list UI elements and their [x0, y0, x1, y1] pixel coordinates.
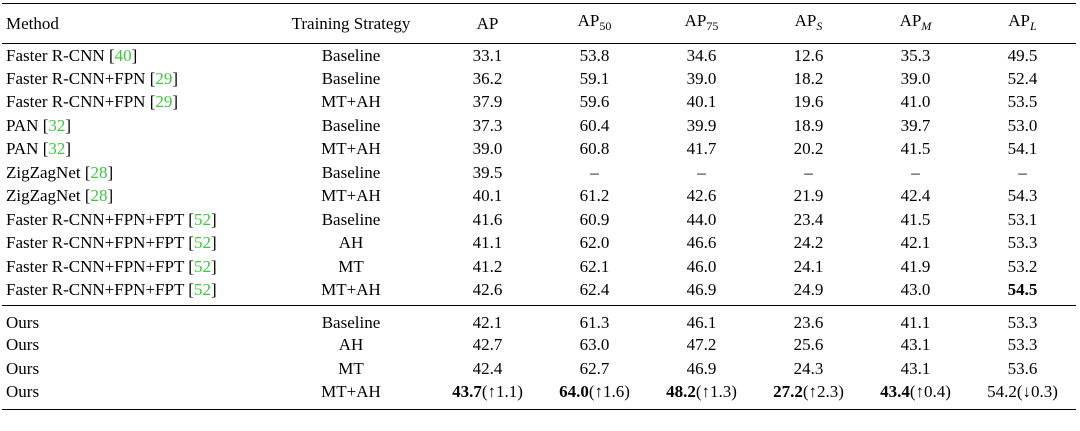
- metric-delta: (↓0.3): [1016, 381, 1058, 401]
- training-strategy-cell: AH: [338, 233, 364, 253]
- header-ap75: $AP_{75}$: [684, 11, 719, 33]
- method-name: Faster R-CNN+FPN+FPT [: [6, 256, 194, 276]
- table-row: [2, 114, 1076, 138]
- table-row: [2, 138, 1076, 162]
- metric-cell-ap50: [541, 279, 648, 306]
- metric-value: 19.6: [793, 92, 824, 112]
- metric-value: –: [1018, 162, 1027, 182]
- metric-value: 41.6: [472, 209, 503, 229]
- citation-link[interactable]: 29: [155, 92, 173, 112]
- metric-value: 54.3: [1007, 186, 1038, 206]
- metric-cell-ap50: [541, 44, 648, 68]
- metric-value: 53.3: [1007, 312, 1038, 332]
- training-strategy-cell: MT+AH: [321, 381, 381, 401]
- training-strategy-cell: Baseline: [321, 45, 381, 65]
- metric-value: 47.2: [686, 335, 717, 355]
- header-apm: $AP_M$: [899, 11, 932, 33]
- training-strategy-cell: MT+AH: [321, 139, 381, 159]
- method-cell: [2, 255, 268, 279]
- header-method: Method: [6, 13, 59, 33]
- metric-cell-ap75: [648, 279, 755, 306]
- metric-value: 41.1: [900, 312, 931, 332]
- metric-value: 61.2: [579, 186, 610, 206]
- header-ap50: $AP_{50}$: [577, 11, 612, 33]
- method-cell: [2, 67, 268, 91]
- metric-value: 42.6: [686, 186, 717, 206]
- metric-cell-apm: [862, 114, 969, 138]
- metric-cell-ap: [434, 305, 541, 334]
- metric-cell-ap: [434, 161, 541, 185]
- metric-cell-aps: [755, 381, 862, 410]
- metric-value: 24.1: [793, 256, 824, 276]
- metric-cell-aps: [755, 161, 862, 185]
- table-row: [2, 161, 1076, 185]
- table-header: [2, 4, 1076, 44]
- metric-cell-ap: [434, 208, 541, 232]
- metric-value: 62.0: [579, 233, 610, 253]
- metric-value: 61.3: [579, 312, 610, 332]
- metric-cell-ap: [434, 232, 541, 256]
- metric-cell-apl: [969, 185, 1076, 209]
- metric-value: 39.0: [900, 68, 931, 88]
- metric-value: 42.1: [900, 233, 931, 253]
- table-row: [2, 232, 1076, 256]
- metric-cell-ap: [434, 255, 541, 279]
- metric-cell-apm: [862, 91, 969, 115]
- metric-cell-ap50: [541, 255, 648, 279]
- metric-value: 53.5: [1007, 92, 1038, 112]
- header-aps: $AP_S$: [794, 11, 823, 33]
- table-row: [2, 357, 1076, 381]
- metric-cell-ap75: [648, 161, 755, 185]
- metric-value: 46.0: [686, 256, 717, 276]
- citation-close: ]: [210, 279, 217, 299]
- training-strategy-cell: MT+AH: [321, 279, 381, 299]
- metric-cell-ap50: [541, 138, 648, 162]
- metric-value: 62.7: [579, 358, 610, 378]
- metric-cell-apm: [862, 138, 969, 162]
- metric-delta: (↑2.3): [802, 381, 844, 401]
- metric-cell-ap: [434, 185, 541, 209]
- metric-cell-aps: [755, 232, 862, 256]
- metric-cell-apl: [969, 255, 1076, 279]
- metric-cell-apm: [862, 208, 969, 232]
- metric-value: 43.4: [880, 381, 910, 401]
- metric-cell-ap75: [648, 232, 755, 256]
- metric-cell-ap75: [648, 138, 755, 162]
- metric-cell-apl: [969, 381, 1076, 410]
- metric-value: 53.2: [1007, 256, 1038, 276]
- metric-value: 39.9: [686, 115, 717, 135]
- citation-close: ]: [172, 68, 179, 88]
- header-ap: AP: [476, 13, 499, 33]
- metric-cell-ap: [434, 381, 541, 410]
- metric-cell-ap: [434, 91, 541, 115]
- citation-link[interactable]: 32: [48, 139, 66, 159]
- metric-cell-aps: [755, 334, 862, 358]
- metric-cell-ap: [434, 279, 541, 306]
- metric-cell-apl: [969, 67, 1076, 91]
- metric-value: 44.0: [686, 209, 717, 229]
- citation-close: ]: [107, 162, 114, 182]
- metric-value: 53.0: [1007, 115, 1038, 135]
- training-strategy-cell: MT+AH: [321, 186, 381, 206]
- metric-value: 18.2: [793, 68, 824, 88]
- metric-cell-aps: [755, 185, 862, 209]
- metric-cell-ap: [434, 334, 541, 358]
- metric-value: 25.6: [793, 335, 824, 355]
- table-row: [2, 208, 1076, 232]
- table-row: [2, 91, 1076, 115]
- metric-cell-ap50: [541, 114, 648, 138]
- metric-value: 42.1: [472, 312, 503, 332]
- metric-delta: (↑0.4): [909, 381, 951, 401]
- metric-value: 40.1: [472, 186, 503, 206]
- method-name: Ours: [6, 358, 40, 378]
- metric-cell-aps: [755, 67, 862, 91]
- method-name: Ours: [6, 335, 40, 355]
- metric-cell-ap: [434, 67, 541, 91]
- metric-delta: (↑1.1): [481, 381, 523, 401]
- metric-value: 46.6: [686, 233, 717, 253]
- method-cell: [2, 185, 268, 209]
- metric-value: 42.4: [472, 358, 503, 378]
- metric-value: 60.9: [579, 209, 610, 229]
- citation-link[interactable]: 52: [193, 209, 211, 229]
- table-row: [2, 334, 1076, 358]
- metric-cell-apm: [862, 232, 969, 256]
- metric-cell-ap75: [648, 334, 755, 358]
- metric-value: 37.3: [472, 115, 503, 135]
- metric-cell-ap50: [541, 67, 648, 91]
- citation-close: ]: [172, 92, 179, 112]
- metric-cell-ap75: [648, 114, 755, 138]
- metric-value: 43.1: [900, 358, 931, 378]
- metric-cell-apm: [862, 44, 969, 68]
- training-strategy-cell: MT+AH: [321, 92, 381, 112]
- metric-value: 46.9: [686, 358, 717, 378]
- citation-link[interactable]: 52: [193, 233, 211, 253]
- metric-cell-aps: [755, 305, 862, 334]
- metric-value: –: [697, 162, 706, 182]
- method-cell: [2, 305, 268, 334]
- table-row: [2, 279, 1076, 306]
- method-cell: [2, 279, 268, 306]
- metric-value: 53.1: [1007, 209, 1038, 229]
- method-name: PAN [: [6, 139, 49, 159]
- citation-close: ]: [131, 45, 138, 65]
- metric-value: 63.0: [579, 335, 610, 355]
- metric-cell-apm: [862, 279, 969, 306]
- metric-value: 53.8: [579, 45, 610, 65]
- metric-value: 64.0: [559, 381, 589, 401]
- metric-cell-apl: [969, 305, 1076, 334]
- method-name: PAN [: [6, 115, 49, 135]
- citation-link[interactable]: 32: [48, 115, 66, 135]
- metric-cell-aps: [755, 208, 862, 232]
- method-name: Faster R-CNN [: [6, 45, 115, 65]
- metric-cell-ap: [434, 357, 541, 381]
- metric-cell-apm: [862, 334, 969, 358]
- citation-link[interactable]: 40: [114, 45, 132, 65]
- metric-value: 46.9: [686, 279, 717, 299]
- metric-value: 37.9: [472, 92, 503, 112]
- training-strategy-cell: Baseline: [321, 115, 381, 135]
- metric-cell-ap50: [541, 208, 648, 232]
- metric-cell-apl: [969, 334, 1076, 358]
- citation-link[interactable]: 29: [155, 68, 173, 88]
- method-name: ZigZagNet [: [6, 162, 91, 182]
- metric-value: 24.2: [793, 233, 824, 253]
- metric-value: 42.6: [472, 279, 503, 299]
- method-cell: [2, 232, 268, 256]
- metric-cell-ap75: [648, 67, 755, 91]
- table-row: [2, 255, 1076, 279]
- metric-value: 41.1: [472, 233, 503, 253]
- metric-cell-ap75: [648, 357, 755, 381]
- training-strategy-cell: Baseline: [321, 209, 381, 229]
- metric-value: 43.0: [900, 279, 931, 299]
- method-cell: [2, 138, 268, 162]
- method-name: Ours: [6, 381, 40, 401]
- metric-cell-ap50: [541, 305, 648, 334]
- metric-cell-ap50: [541, 91, 648, 115]
- metric-value: 41.9: [900, 256, 931, 276]
- metric-cell-ap75: [648, 44, 755, 68]
- method-name: ZigZagNet [: [6, 186, 91, 206]
- metric-value: 33.1: [472, 45, 503, 65]
- metric-value: 35.3: [900, 45, 931, 65]
- baseline-methods-body: [2, 44, 1076, 306]
- metric-value: 62.1: [579, 256, 610, 276]
- metric-cell-apl: [969, 357, 1076, 381]
- citation-link[interactable]: 28: [90, 162, 108, 182]
- metric-value: 21.9: [793, 186, 824, 206]
- metric-cell-aps: [755, 138, 862, 162]
- metric-value: 23.4: [793, 209, 824, 229]
- metric-delta: (↑1.6): [588, 381, 630, 401]
- metric-cell-ap75: [648, 208, 755, 232]
- metric-cell-aps: [755, 357, 862, 381]
- metric-cell-ap75: [648, 185, 755, 209]
- metric-value: 41.7: [686, 139, 717, 159]
- metric-cell-aps: [755, 255, 862, 279]
- metric-cell-apm: [862, 357, 969, 381]
- metric-value: 41.5: [900, 209, 931, 229]
- header-training-strategy: Training Strategy: [291, 13, 411, 33]
- method-cell: [2, 114, 268, 138]
- metric-cell-ap50: [541, 334, 648, 358]
- method-name: Faster R-CNN+FPN+FPT [: [6, 209, 194, 229]
- metric-cell-aps: [755, 279, 862, 306]
- table-row: [2, 305, 1076, 334]
- metric-value: 62.4: [579, 279, 610, 299]
- metric-value: –: [911, 162, 920, 182]
- training-strategy-cell: Baseline: [321, 68, 381, 88]
- metric-value: 49.5: [1007, 45, 1038, 65]
- method-cell: [2, 44, 268, 68]
- citation-link[interactable]: 52: [193, 256, 211, 276]
- citation-link[interactable]: 28: [90, 186, 108, 206]
- citation-close: ]: [210, 256, 217, 276]
- metric-value: 12.6: [793, 45, 824, 65]
- metric-value: 24.3: [793, 358, 824, 378]
- citation-close: ]: [210, 233, 217, 253]
- metric-cell-ap50: [541, 161, 648, 185]
- metric-value: 53.3: [1007, 233, 1038, 253]
- training-strategy-cell: Baseline: [321, 162, 381, 182]
- metric-cell-apm: [862, 161, 969, 185]
- citation-close: ]: [65, 115, 72, 135]
- method-name: Faster R-CNN+FPN+FPT [: [6, 233, 194, 253]
- metric-value: –: [590, 162, 599, 182]
- metric-value: 48.2: [666, 381, 696, 401]
- metric-cell-apm: [862, 255, 969, 279]
- method-name: Ours: [6, 312, 40, 332]
- metric-value: 40.1: [686, 92, 717, 112]
- metric-value: 18.9: [793, 115, 824, 135]
- table-row: [2, 67, 1076, 91]
- citation-close: ]: [107, 186, 114, 206]
- metric-delta: (↑1.3): [695, 381, 737, 401]
- metric-value: 52.4: [1007, 68, 1038, 88]
- metric-cell-apm: [862, 185, 969, 209]
- metric-cell-apl: [969, 161, 1076, 185]
- method-cell: [2, 208, 268, 232]
- metric-cell-apm: [862, 67, 969, 91]
- method-name: Faster R-CNN+FPN [: [6, 68, 156, 88]
- results-table: [2, 3, 1076, 410]
- ours-methods-body: [2, 305, 1076, 409]
- metric-cell-ap75: [648, 381, 755, 410]
- metric-value: 43.7: [452, 381, 482, 401]
- method-cell: [2, 161, 268, 185]
- metric-cell-apl: [969, 91, 1076, 115]
- metric-cell-apm: [862, 305, 969, 334]
- metric-value: 34.6: [686, 45, 717, 65]
- metric-value: 39.5: [472, 162, 503, 182]
- metric-value: 41.0: [900, 92, 931, 112]
- metric-cell-ap50: [541, 185, 648, 209]
- metric-cell-ap75: [648, 255, 755, 279]
- metric-cell-aps: [755, 114, 862, 138]
- training-strategy-cell: MT: [338, 358, 364, 378]
- citation-link[interactable]: 52: [193, 279, 211, 299]
- method-name: Faster R-CNN+FPN+FPT [: [6, 279, 194, 299]
- metric-value: 27.2: [773, 381, 803, 401]
- method-name: Faster R-CNN+FPN [: [6, 92, 156, 112]
- metric-value: 20.2: [793, 139, 824, 159]
- table-row: [2, 381, 1076, 410]
- metric-value: 43.1: [900, 335, 931, 355]
- metric-cell-aps: [755, 91, 862, 115]
- metric-value: 24.9: [793, 279, 824, 299]
- metric-value: 53.6: [1007, 358, 1038, 378]
- metric-value: 41.2: [472, 256, 503, 276]
- metric-cell-ap50: [541, 232, 648, 256]
- metric-cell-apl: [969, 208, 1076, 232]
- metric-value: 39.7: [900, 115, 931, 135]
- citation-close: ]: [65, 139, 72, 159]
- metric-value: 42.4: [900, 186, 931, 206]
- metric-cell-ap: [434, 44, 541, 68]
- metric-value: 60.4: [579, 115, 610, 135]
- method-cell: [2, 381, 268, 410]
- metric-value: 53.3: [1007, 335, 1038, 355]
- metric-cell-apl: [969, 232, 1076, 256]
- training-strategy-cell: MT: [338, 256, 364, 276]
- metric-cell-apl: [969, 114, 1076, 138]
- metric-cell-aps: [755, 44, 862, 68]
- metric-value: –: [804, 162, 813, 182]
- metric-value: 54.5: [1007, 279, 1038, 299]
- metric-cell-ap: [434, 138, 541, 162]
- metric-cell-ap75: [648, 305, 755, 334]
- metric-value: 23.6: [793, 312, 824, 332]
- metric-cell-ap75: [648, 91, 755, 115]
- method-cell: [2, 91, 268, 115]
- table-row: [2, 185, 1076, 209]
- training-strategy-cell: AH: [338, 335, 364, 355]
- metric-value: 39.0: [472, 139, 503, 159]
- metric-cell-ap: [434, 114, 541, 138]
- metric-value: 54.2: [987, 381, 1017, 401]
- metric-value: 59.6: [579, 92, 610, 112]
- header-row: [2, 4, 1076, 44]
- metric-value: 46.1: [686, 312, 717, 332]
- header-apl: $AP_L$: [1008, 11, 1037, 33]
- metric-value: 39.0: [686, 68, 717, 88]
- metric-cell-ap50: [541, 357, 648, 381]
- metric-value: 59.1: [579, 68, 610, 88]
- metric-cell-apl: [969, 138, 1076, 162]
- metric-cell-apm: [862, 381, 969, 410]
- metric-value: 54.1: [1007, 139, 1038, 159]
- metric-value: 42.7: [472, 335, 503, 355]
- method-cell: [2, 334, 268, 358]
- table-row: [2, 44, 1076, 68]
- metric-cell-ap50: [541, 381, 648, 410]
- metric-value: 36.2: [472, 68, 503, 88]
- training-strategy-cell: Baseline: [321, 312, 381, 332]
- metric-cell-apl: [969, 279, 1076, 306]
- metric-cell-apl: [969, 44, 1076, 68]
- citation-close: ]: [210, 209, 217, 229]
- method-cell: [2, 357, 268, 381]
- metric-value: 41.5: [900, 139, 931, 159]
- metric-value: 60.8: [579, 139, 610, 159]
